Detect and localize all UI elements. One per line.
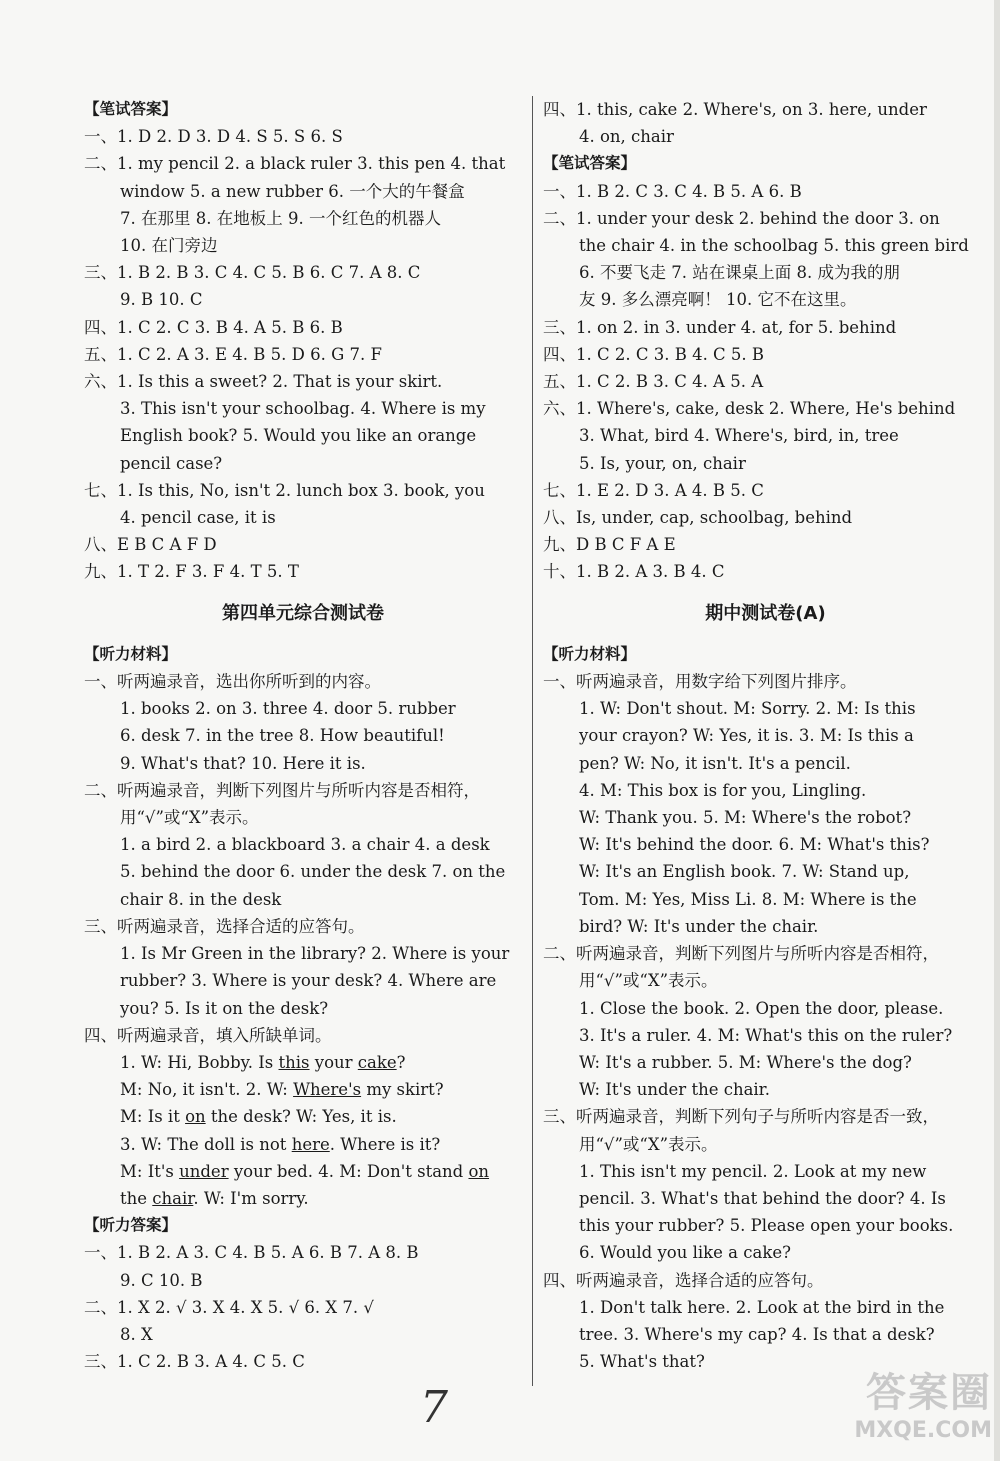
instruction-line: 一、听两遍录音，选出你所听到的内容。 (84, 672, 381, 692)
answer-line: 三、1. B 2. B 3. C 4. C 5. B 6. C 7. A 8. C (84, 263, 421, 283)
material-line: W: It's under the chair. (579, 1080, 771, 1100)
answer-line: 一、1. D 2. D 3. D 4. S 5. S 6. S (84, 127, 343, 147)
answer-line: 3. What, bird 4. Where's, bird, in, tree (579, 426, 899, 446)
answer-line: 四、1. this, cake 2. Where's, on 3. here, under (543, 100, 927, 119)
answer-line: 二、1. under your desk 2. behind the door 3. on (543, 208, 940, 228)
answer-line: 十、1. B 2. A 3. B 4. C (543, 562, 725, 582)
material-line: your crayon? W: Yes, it is. 3. M: Is this a (579, 726, 914, 746)
material-line: W: It's an English book. 7. W: Stand up, (579, 862, 910, 882)
material-line: 1. books 2. on 3. three 4. door 5. rubber (120, 699, 456, 719)
watermark-logo (854, 1361, 992, 1443)
dialogue-line: the chair. W: I'm sorry. (120, 1188, 309, 1208)
material-line: 1. W: Don't shout. M: Sorry. 2. M: Is this (579, 699, 916, 719)
answer-line: 三、1. on 2. in 3. under 4. at, for 5. behind (543, 317, 897, 337)
material-line: 1. a bird 2. a blackboard 3. a chair 4. a desk (120, 835, 490, 855)
material-line: 6. Would you like a cake? (579, 1243, 791, 1263)
filled-word: on (468, 1161, 490, 1181)
section-header: 【听力材料】 (543, 644, 637, 663)
midterm-title: 期中测试卷(A) (705, 602, 826, 624)
answer-line: 九、D B C F A E (543, 535, 676, 555)
instruction-line: 一、听两遍录音，用数字给下列图片排序。 (543, 672, 857, 692)
material-line: Tom. M: Yes, Miss Li. 8. M: Where is the (579, 889, 917, 909)
filled-word: Where's (293, 1080, 362, 1100)
answer-line: 四、1. C 2. C 3. B 4. C 5. B (543, 344, 765, 364)
filled-word: cake (357, 1052, 397, 1072)
material-line: 9. What's that? 10. Here it is. (120, 753, 366, 773)
instruction-line: 用“√”或“X”表示。 (579, 1134, 718, 1154)
material-line: chair 8. in the desk (120, 889, 282, 909)
column-divider (532, 96, 533, 1386)
instruction-line: 二、听两遍录音，判断下列图片与所听内容是否相符， (84, 780, 480, 800)
answer-line: 七、1. E 2. D 3. A 4. B 5. C (543, 480, 764, 500)
material-line: 1. This isn't my pencil. 2. Look at my new (579, 1161, 927, 1181)
material-line: 5. behind the door 6. under the desk 7. on the (120, 862, 506, 882)
right-column (543, 96, 988, 1375)
dialogue-line: M: No, it isn't. 2. W: Where's my skirt? (120, 1080, 444, 1100)
material-line: 6. desk 7. in the tree 8. How beautiful! (120, 726, 445, 746)
left-column (84, 96, 522, 1375)
page-edge (994, 0, 1000, 1461)
material-line: W: It's behind the door. 6. M: What's this? (579, 835, 930, 855)
material-line: pencil. 3. What's that behind the door? 4. Is (579, 1188, 946, 1208)
material-line: 1. Don't talk here. 2. Look at the bird in the (579, 1297, 945, 1317)
material-line: W: It's a rubber. 5. M: Where's the dog? (579, 1052, 912, 1072)
dialogue-line: M: It's under your bed. 4. M: Don't stand on (120, 1161, 490, 1181)
material-line: 5. What's that? (579, 1352, 705, 1372)
material-line: tree. 3. Where's my cap? 4. Is that a desk? (579, 1324, 935, 1344)
instruction-line: 用“√”或“X”表示。 (579, 971, 718, 991)
answer-line: pencil case? (120, 453, 223, 473)
answer-line: 一、1. B 2. C 3. C 4. B 5. A 6. B (543, 181, 802, 201)
material-line: 1. Close the book. 2. Open the door, please. (579, 998, 944, 1018)
unit4-title: 第四单元综合测试卷 (222, 602, 384, 624)
answer-line: 二、1. X 2. √ 3. X 4. X 5. √ 6. X 7. √ (84, 1297, 374, 1317)
material-line: W: Thank you. 5. M: Where's the robot? (579, 808, 912, 828)
answer-line: 四、1. C 2. C 3. B 4. A 5. B 6. B (84, 317, 343, 337)
material-line: pen? W: No, it isn't. It's a pencil. (579, 753, 851, 773)
instruction-line: 三、听两遍录音，判断下列句子与所听内容是否一致， (543, 1107, 939, 1127)
section-header: 【听力答案】 (84, 1216, 178, 1235)
answer-line: 5. Is, your, on, chair (579, 453, 746, 473)
answer-line: 6. 不要飞走 7. 站在课桌上面 8. 成为我的朋 (579, 263, 900, 283)
material-line: 4. M: This box is for you, Lingling. (579, 780, 867, 800)
filled-word: under (179, 1161, 229, 1181)
answer-line: 8. X (120, 1324, 153, 1344)
dialogue-line: M: Is it on the desk? W: Yes, it is. (120, 1107, 397, 1127)
watermark-text: 答案圈 (866, 1370, 992, 1416)
answer-line: 九、1. T 2. F 3. F 4. T 5. T (84, 562, 299, 582)
filled-word: chair (152, 1188, 194, 1208)
material-line: bird? W: It's under the chair. (579, 916, 819, 936)
answer-line: 9. B 10. C (120, 290, 203, 310)
answer-line: 一、1. B 2. A 3. C 4. B 5. A 6. B 7. A 8. B (84, 1243, 419, 1263)
answer-line: 五、1. C 2. B 3. C 4. A 5. A (543, 372, 764, 392)
answer-line: 七、1. Is this, No, isn't 2. lunch box 3. book, you (84, 480, 485, 500)
section-header: 【笔试答案】 (84, 100, 178, 118)
answer-line: 3. This isn't your schoolbag. 4. Where is my (120, 399, 486, 419)
filled-word: this (278, 1052, 310, 1072)
instruction-line: 四、听两遍录音，填入所缺单词。 (84, 1025, 332, 1045)
answer-line: 7. 在那里 8. 在地板上 9. 一个红色的机器人 (120, 208, 441, 228)
answer-line: 六、1. Where's, cake, desk 2. Where, He's behind (543, 399, 956, 419)
answer-line: 4. pencil case, it is (120, 508, 276, 528)
filled-word: here (291, 1134, 330, 1154)
answer-line: 4. on, chair (579, 127, 674, 147)
instruction-line: 四、听两遍录音，选择合适的应答句。 (543, 1270, 824, 1290)
material-line: 1. Is Mr Green in the library? 2. Where is your (120, 944, 510, 964)
dialogue-line: 3. W: The doll is not here. Where is it? (120, 1134, 441, 1154)
answer-line: 五、1. C 2. A 3. E 4. B 5. D 6. G 7. F (84, 344, 382, 364)
dialogue-line: 1. W: Hi, Bobby. Is this your cake? (120, 1052, 406, 1072)
answer-line: 二、1. my pencil 2. a black ruler 3. this pen 4. that (84, 154, 506, 174)
answer-line: 10. 在门旁边 (120, 236, 218, 256)
watermark-url: MXQE.COM (854, 1418, 992, 1443)
answer-line: 9. C 10. B (120, 1270, 203, 1290)
answer-line: 八、E B C A F D (84, 535, 217, 555)
material-line: 3. It's a ruler. 4. M: What's this on the ruler? (579, 1025, 953, 1045)
section-header: 【笔试答案】 (543, 154, 637, 173)
answer-line: the chair 4. in the schoolbag 5. this green bird (579, 236, 969, 256)
section-header: 【听力材料】 (84, 644, 178, 663)
page-number: 7 (420, 1382, 448, 1433)
instruction-line: 用“√”或“X”表示。 (120, 808, 259, 828)
material-line: you? 5. Is it on the desk? (120, 998, 329, 1018)
answer-line: window 5. a new rubber 6. 一个大的午餐盒 (120, 181, 465, 201)
answer-line: 友 9. 多么漂亮啊！ 10. 它不在这里。 (579, 290, 857, 310)
answer-line: English book? 5. Would you like an orange (120, 426, 477, 446)
answer-line: 八、Is, under, cap, schoolbag, behind (543, 508, 853, 528)
filled-word: on (185, 1107, 206, 1127)
material-line: this your rubber? 5. Please open your books. (579, 1216, 954, 1236)
material-line: rubber? 3. Where is your desk? 4. Where are (120, 971, 497, 991)
instruction-line: 二、听两遍录音，判断下列图片与所听内容是否相符， (543, 944, 939, 964)
answer-line: 三、1. C 2. B 3. A 4. C 5. C (84, 1352, 305, 1372)
instruction-line: 三、听两遍录音，选择合适的应答句。 (84, 916, 365, 936)
answer-line: 六、1. Is this a sweet? 2. That is your skirt. (84, 372, 443, 392)
